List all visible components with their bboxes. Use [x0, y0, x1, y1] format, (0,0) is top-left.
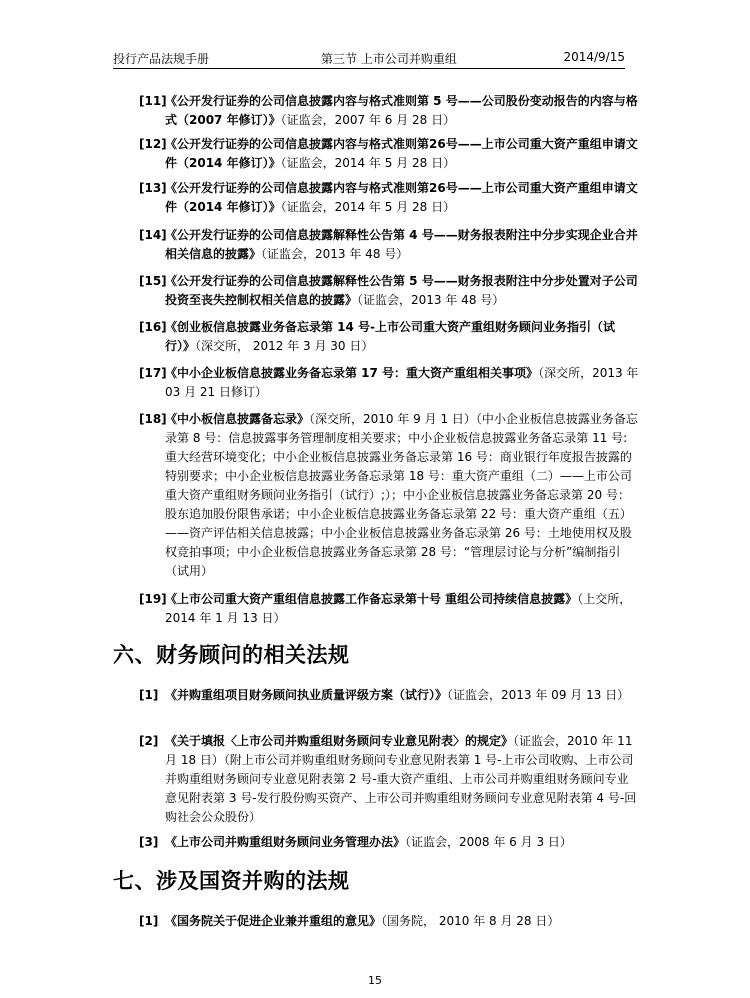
reference-item [139, 92, 639, 130]
reference-number: [19] [139, 592, 167, 606]
reference-item [139, 272, 639, 310]
reference-source: （深交所，2013 年 03 月 21 日修订） [165, 366, 639, 399]
page-header [113, 46, 625, 69]
reference-source: （深交所， 2012 年 3 月 30 日） [195, 339, 374, 353]
reference-source: （证监会，2013 年 48 号） [261, 247, 409, 261]
reference-source: （证监会，2010 年 11 月 18 日）（附上市公司并购重组财务顾问专业意见附表第 1 号-上市公司收购、上市公司并购重组财务顾问专业意见附表第 2 号-重大资产重组、上市公司并购重组财务顾问专业意见附表第 3 号-发行股份购买资产、上市公司并购重组财务顾问专业意见附表第 4 号-回购社会公众股份） [165, 734, 637, 824]
reference-number: [12] [139, 137, 167, 151]
reference-title: 《公开发行证券的公司信息披露内容与格式准则第26号——上市公司重大资产重组申请文件（2014 年修订）》 [165, 181, 638, 214]
reference-number: [15] [139, 274, 167, 288]
header-date: 2014/9/15 [563, 50, 625, 64]
reference-title: 《国务院关于促进企业兼并重组的意见》 [165, 914, 382, 928]
reference-number: [14] [139, 228, 167, 242]
reference-title: 《公开发行证券的公司信息披露解释性公告第 4 号——财务报表附注中分步实现企业合并相关信息的披露》 [165, 228, 638, 261]
reference-source: （证监会，2007 年 6 月 28 日） [280, 113, 456, 127]
reference-number: [2] [139, 734, 159, 748]
reference-item [139, 590, 639, 628]
header-manual-title: 投行产品法规手册 [113, 52, 210, 66]
reference-source: （证监会，2013 年 09 月 13 日） [447, 688, 630, 702]
reference-title: 《上市公司重大资产重组信息披露工作备忘录第十号 重组公司持续信息披露》 [165, 592, 578, 606]
reference-item [139, 686, 639, 705]
reference-title: 《创业板信息披露业务备忘录第 14 号-上市公司重大资产重组财务顾问业务指引（试行）》 [165, 320, 616, 353]
reference-number: [1] [139, 914, 159, 928]
reference-item [139, 318, 639, 356]
reference-number: [17] [139, 366, 167, 380]
reference-title: 《关于填报〈上市公司并购重组财务顾问专业意见附表〉的规定》 [165, 734, 514, 748]
reference-item [139, 364, 639, 402]
reference-item [139, 912, 639, 931]
reference-source: （深交所，2010 年 9 月 1 日）（中小企业板信息披露业务备忘录第 8 号：信息披露事务管理制度相关要求；中小企业板信息披露业务备忘录第 11 号:重大经营环境变化；中小企业板信息披露业务备忘录第 16 号：商业银行年度报告披露的特别要求；中小企业板信息披露业务备忘录第 18 号：重大资产重组（二）——上市公司重大资产重组财务顾问业务指引（试行）;）；中小企业板信息披露业务备忘录第 20 号：股东追加股份限售承诺；中小企业板信息披露业务备忘录第 22 号：重大资产重组（五）——资产评估相关信息披露；中小企业板信息披露业务备忘录第 26 号：土地使用权及股权竞拍事项；中小企业板信息披露业务备忘录第 28 号：“管理层讨论与分析”编制指引（试用） [165, 412, 638, 578]
reference-source: （证监会，2013 年 48 号） [357, 293, 505, 307]
reference-number: [16] [139, 320, 167, 334]
reference-source: （国务院， 2010 年 8 月 28 日） [381, 914, 560, 928]
reference-title: 《中小企业板信息披露业务备忘录第 17 号：重大资产重组相关事项》 [165, 366, 539, 380]
section-heading-state-owned-ma: 七、涉及国资并购的法规 [113, 869, 350, 893]
reference-source: （上交所，2014 年 1 月 13 日） [165, 592, 632, 625]
reference-item [139, 833, 639, 852]
reference-item [139, 410, 639, 581]
section-heading-financial-advisor: 六、财务顾问的相关法规 [113, 643, 350, 667]
reference-item [139, 179, 639, 217]
reference-source: （证监会，2008 年 6 月 3 日） [405, 835, 572, 849]
page-number: 15 [368, 974, 382, 987]
reference-source: （证监会，2014 年 5 月 28 日） [280, 156, 456, 170]
reference-item [139, 732, 639, 827]
reference-number: [18] [139, 412, 167, 426]
reference-title: 《中小板信息披露备忘录》 [165, 412, 310, 426]
reference-title: 《上市公司并购重组财务顾问业务管理办法》 [165, 835, 406, 849]
reference-source: （证监会，2014 年 5 月 28 日） [280, 200, 456, 214]
reference-title: 《并购重组项目财务顾问执业质量评级方案（试行）》 [165, 688, 448, 702]
header-section-title: 第三节 上市公司并购重组 [321, 52, 457, 66]
reference-number: [13] [139, 181, 167, 195]
reference-title: 《公开发行证券的公司信息披露内容与格式准则第26号——上市公司重大资产重组申请文件（2014 年修订）》 [165, 137, 638, 170]
reference-number: [11] [139, 94, 167, 108]
reference-title: 《公开发行证券的公司信息披露解释性公告第 5 号——财务报表附注中分步处置对子公司投资至丧失控制权相关信息的披露》 [165, 274, 638, 307]
reference-title: 《公开发行证券的公司信息披露内容与格式准则第 5 号——公司股份变动报告的内容与格式（2007 年修订）》 [165, 94, 638, 127]
reference-item [139, 226, 639, 264]
reference-number: [1] [139, 688, 159, 702]
reference-number: [3] [139, 835, 159, 849]
reference-item [139, 135, 639, 173]
